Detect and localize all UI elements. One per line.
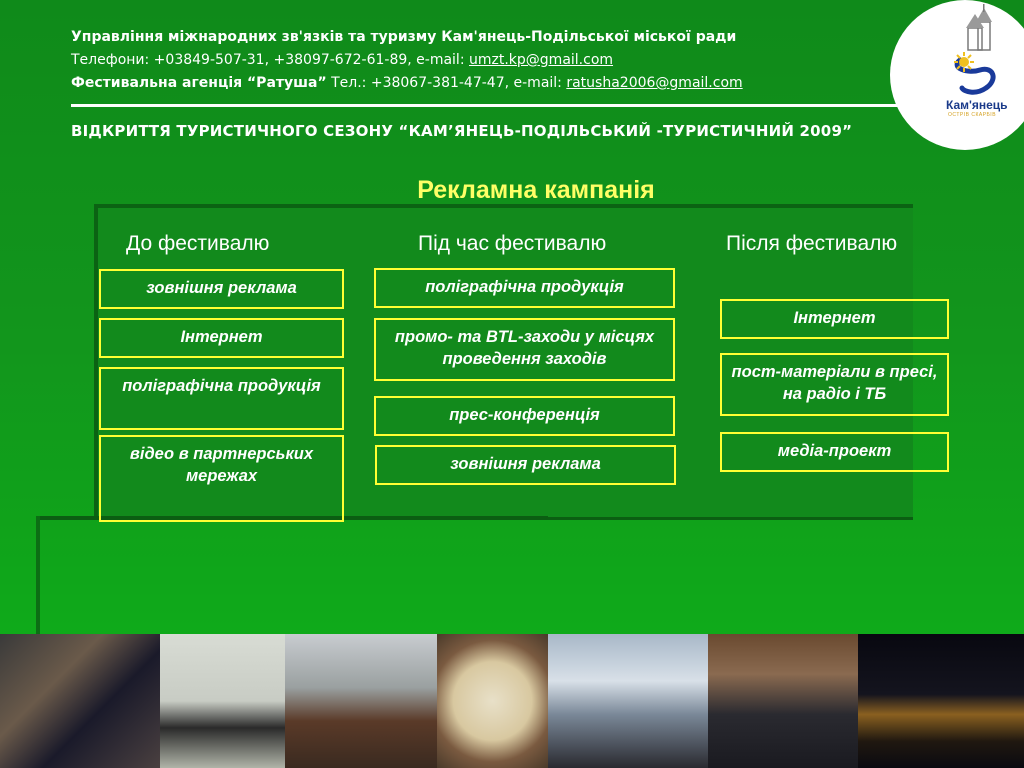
during-item-print: поліграфічна продукція xyxy=(374,268,675,308)
before-item-outdoor-ads: зовнішня реклама xyxy=(99,269,344,309)
campaign-title: Рекламна кампанія xyxy=(417,176,655,204)
header-line-1: Управління міжнародних зв'язків та туризму Кам'янець-Подільської міської ради xyxy=(71,29,737,45)
photo-speaker-presentation xyxy=(160,634,285,768)
agency-name: Фестивальна агенція “Ратуша” xyxy=(71,75,327,91)
logo-caption: Кам'янець xyxy=(946,98,1008,112)
photo-strip xyxy=(0,634,1024,768)
before-item-partner-video: відео в партнерських мережах xyxy=(99,435,344,522)
photo-crowd-boat xyxy=(548,634,708,768)
before-item-print: поліграфічна продукція xyxy=(99,367,344,430)
phones-text: Телефони: +03849-507-31, +38097-672-61-89, e-mail: xyxy=(71,52,469,68)
logo-subcaption: ОСТРІВ СКАРБІВ xyxy=(948,112,997,118)
panel-shadow-edge xyxy=(36,516,40,636)
during-item-outdoor-ads: зовнішня реклама xyxy=(375,445,676,485)
heading-before-festival: До фестивалю xyxy=(126,232,270,255)
agency-phone-text: Тел.: +38067-381-47-47, e-mail: xyxy=(326,75,567,91)
photo-castle-night xyxy=(858,634,1024,768)
after-item-post-materials: пост-матеріали в пресі, на радіо і ТБ xyxy=(720,353,949,416)
umzt-email-link[interactable]: umzt.kp@gmail.com xyxy=(469,52,614,68)
header-line-2 xyxy=(71,49,911,72)
heading-after-festival: Після фестивалю xyxy=(726,232,898,255)
panel-top-edge xyxy=(95,204,913,208)
heading-during-festival: Під час фестивалю xyxy=(418,232,607,255)
ratusha-email-link[interactable]: ratusha2006@gmail.com xyxy=(566,75,743,91)
photo-audience xyxy=(0,634,160,768)
photo-souvenir-plate xyxy=(437,634,548,768)
city-logo xyxy=(890,0,1024,150)
during-item-promo-btl: промо- та BTL-заходи у місцях проведення заходів xyxy=(374,318,675,381)
panel-left-edge xyxy=(94,204,98,520)
header-divider xyxy=(71,104,917,107)
before-item-internet: Інтернет xyxy=(99,318,344,358)
event-title: ВІДКРИТТЯ ТУРИСТИЧНОГО СЕЗОНУ “КАМ’ЯНЕЦЬ-ПОДІЛЬСЬКИЙ -ТУРИСТИЧНИЙ 2009” xyxy=(71,122,853,140)
photo-horse-riders xyxy=(285,634,437,768)
after-item-internet: Інтернет xyxy=(720,299,949,339)
header-line-3 xyxy=(71,72,911,95)
header-block xyxy=(71,26,911,95)
during-item-press-conference: прес-конференція xyxy=(374,396,675,436)
after-item-media-project: медіа-проект xyxy=(720,432,949,472)
photo-press-conference xyxy=(708,634,858,768)
castle-icon xyxy=(890,0,1024,150)
